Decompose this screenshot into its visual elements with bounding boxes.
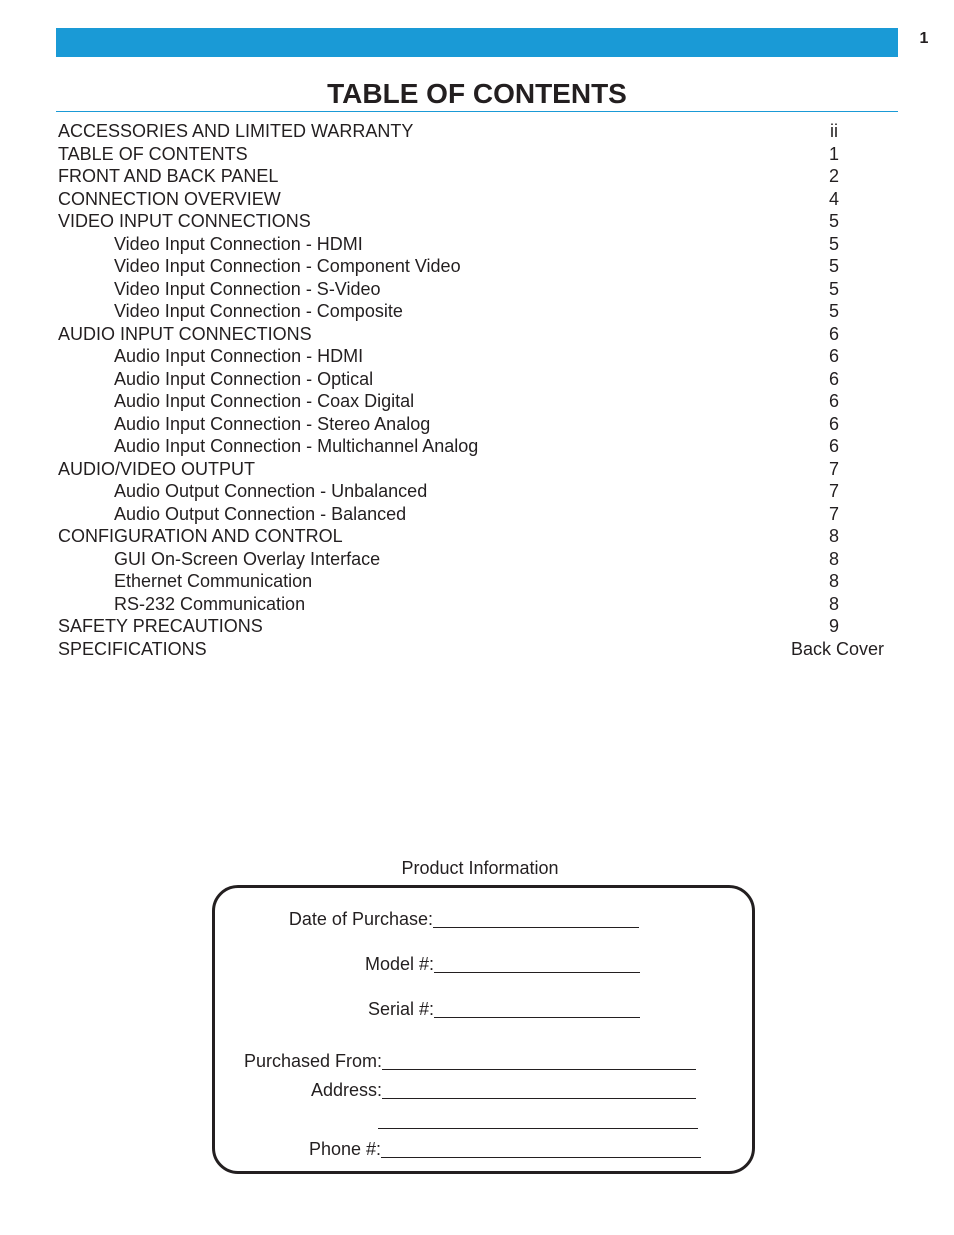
toc-entry [58,638,888,661]
date-of-purchase-field[interactable] [433,927,639,928]
toc-entry-label: GUI On-Screen Overlay Interface [114,548,381,569]
title-rule [56,111,898,112]
toc-entry-label: Video Input Connection - Composite [114,301,403,321]
toc-entry-label: CONFIGURATION AND CONTROL [58,526,343,546]
toc-entry-page: 6 [828,413,839,434]
toc-subentry [58,480,888,503]
toc-entry-label: AUDIO INPUT CONNECTIONS [58,323,312,344]
product-information-box [212,885,755,1174]
toc-entry [58,323,888,346]
toc-entry-label: Video Input Connection - S-Video [114,278,381,299]
toc-subentry [58,413,888,436]
toc-entry-page: 6 [828,323,839,344]
toc-entry [58,188,888,211]
toc-entry-page: 8 [828,593,839,614]
toc-entry-page: 2 [828,166,839,186]
toc-entry-label: Audio Output Connection - Unbalanced [114,481,428,501]
toc-entry-page: 4 [828,188,839,209]
toc-subentry [58,233,888,256]
toc-entry-page: 6 [828,436,839,456]
toc-entry-page: 7 [828,503,839,524]
toc-subentry [58,570,888,593]
page-title: TABLE OF CONTENTS [327,78,627,109]
toc-entry-label: RS-232 Communication [114,593,306,614]
model-label: Model #: [364,954,434,974]
toc-entry-label: Audio Input Connection - Multichannel Analog [114,436,479,456]
toc-entry-page: 5 [828,278,839,299]
toc-entry-label: SAFETY PRECAUTIONS [58,616,263,636]
toc-entry-page: 6 [828,346,839,366]
toc-entry-page: 8 [828,571,839,591]
toc-entry-label: VIDEO INPUT CONNECTIONS [58,211,311,231]
address-label: Address: [310,1080,382,1100]
toc-entry-label: CONNECTION OVERVIEW [58,188,281,209]
toc-entry-label: AUDIO/VIDEO OUTPUT [58,458,256,479]
toc-entry-page: 5 [828,233,839,254]
toc-subentry [58,278,888,301]
toc-entry [58,615,888,638]
toc-entry [58,143,888,166]
purchased-from-label: Purchased From: [243,1051,382,1071]
toc-entry-page: ii [830,121,838,141]
phone-label: Phone #: [308,1139,381,1159]
serial-field[interactable] [434,1017,640,1018]
toc-subentry [58,593,888,616]
toc-entry [58,165,888,188]
page-number: 1 [919,30,929,47]
toc-subentry [58,255,888,278]
toc-entry-label: TABLE OF CONTENTS [58,143,248,164]
date-of-purchase-label: Date of Purchase: [288,909,433,929]
toc-entry-label: SPECIFICATIONS [58,638,207,659]
toc-entry-label: Audio Input Connection - HDMI [114,346,364,366]
toc-entry-label: Ethernet Communication [114,571,313,591]
toc-entry [58,525,888,548]
toc-subentry [58,345,888,368]
toc-entry-page: 7 [828,481,839,501]
toc-entry-page: 5 [828,211,839,231]
toc-entry-page: 5 [828,256,839,276]
toc-entry [58,120,888,143]
serial-label: Serial #: [367,999,434,1019]
table-of-contents [58,120,888,660]
toc-entry-label: ACCESSORIES AND LIMITED WARRANTY [58,121,414,141]
toc-entry-page: 6 [828,368,839,389]
toc-entry [58,458,888,481]
address-field-line-2[interactable] [378,1128,698,1129]
toc-entry-label: Video Input Connection - HDMI [114,233,363,254]
toc-subentry [58,435,888,458]
toc-subentry [58,368,888,391]
toc-entry-page: 7 [828,458,839,479]
toc-entry-label: Audio Output Connection - Balanced [114,503,407,524]
toc-entry-label: Video Input Connection - Component Video [114,256,461,276]
model-field[interactable] [434,972,640,973]
toc-entry [58,210,888,233]
toc-entry-label: Audio Input Connection - Coax Digital [114,391,415,411]
toc-entry-page: 9 [828,616,839,636]
header-bar [56,28,898,57]
toc-entry-page: Back Cover [790,638,884,659]
toc-entry-page: 8 [828,548,839,569]
toc-subentry [58,503,888,526]
toc-entry-page: 8 [828,526,839,546]
address-field-line-1[interactable] [382,1098,696,1099]
phone-field[interactable] [381,1157,701,1158]
toc-entry-page: 1 [828,143,839,164]
toc-entry-page: 5 [828,301,839,321]
toc-subentry [58,300,888,323]
toc-subentry [58,390,888,413]
purchased-from-field[interactable] [382,1069,696,1070]
toc-subentry [58,548,888,571]
toc-entry-label: Audio Input Connection - Optical [114,368,374,389]
toc-entry-label: Audio Input Connection - Stereo Analog [114,413,431,434]
toc-entry-label: FRONT AND BACK PANEL [58,166,279,186]
product-information-heading: Product Information [401,858,559,878]
toc-entry-page: 6 [828,391,839,411]
